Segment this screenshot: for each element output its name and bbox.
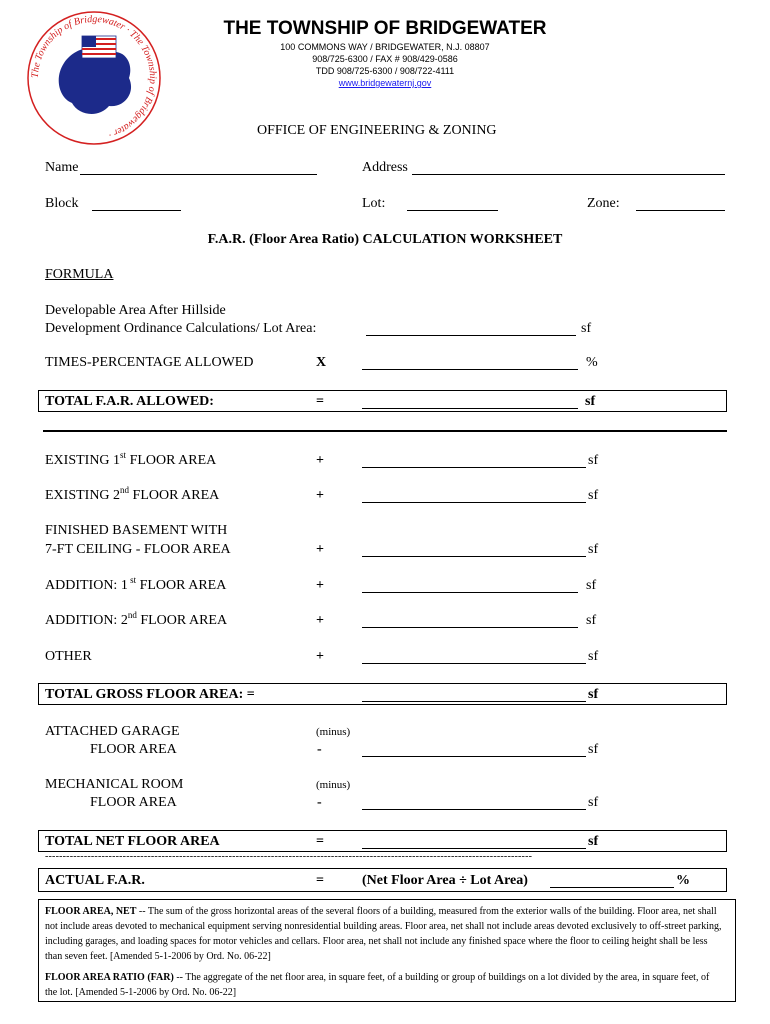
zone-label: Zone: (587, 196, 620, 211)
svg-text:The Township of Bridgewater ·: The Township of Bridgewater · The Township of Bridgewater · (29, 13, 159, 140)
dashed-separator: ------------------------------------------------------------------------------------------------------------------------------------------ (45, 851, 533, 862)
block-label: Block (45, 196, 79, 211)
other-label: OTHER (45, 649, 92, 664)
garage-label-1: ATTACHED GARAGE (45, 724, 180, 739)
existing-2nd-label: EXISTING 2nd FLOOR AREA (45, 485, 220, 503)
garage-unit: sf (588, 742, 599, 757)
addition-2nd-label: ADDITION: 2nd FLOOR AREA (45, 610, 228, 628)
existing-1st-label: EXISTING 1st FLOOR AREA (45, 450, 217, 468)
block-field[interactable] (92, 210, 181, 211)
worksheet-title: F.A.R. (Floor Area Ratio) CALCULATION WORKSHEET (207, 232, 563, 247)
garage-field[interactable] (362, 756, 586, 757)
total-net-label: TOTAL NET FLOOR AREA (45, 834, 220, 849)
addition-2nd-field[interactable] (362, 627, 578, 628)
total-far-equals: = (316, 394, 324, 409)
actual-far-label: ACTUAL F.A.R. (45, 873, 145, 888)
existing-1st-field[interactable] (362, 467, 586, 468)
percentage-field[interactable] (362, 369, 578, 370)
total-net-field[interactable] (362, 848, 586, 849)
addition-1st-field[interactable] (362, 592, 578, 593)
mechanical-minus-note: (minus) (316, 779, 351, 791)
actual-far-percent: % (676, 873, 690, 888)
total-net-equals: = (316, 834, 324, 849)
total-gross-unit: sf (588, 687, 599, 702)
name-label: Name (45, 160, 79, 175)
actual-far-formula: (Net Floor Area ÷ Lot Area) (362, 873, 528, 888)
township-seal (24, 8, 164, 148)
definition-far: FLOOR AREA RATIO (FAR) -- The aggregate of the net floor area, in square feet, of a building or group of buildings on a lot divided by the area, in square feet, of the lot. [Amended 5-1-2006 by Ord. No. 06-22] (45, 972, 710, 998)
mechanical-unit: sf (588, 795, 599, 810)
existing-2nd-unit: sf (588, 488, 599, 503)
basement-unit: sf (588, 542, 599, 557)
website-link[interactable]: www.bridgewaternj.gov (338, 78, 432, 88)
addition-2nd-plus: + (316, 613, 324, 628)
basement-label-1: FINISHED BASEMENT WITH (45, 523, 228, 538)
mechanical-minus-sign: - (317, 795, 322, 810)
other-field[interactable] (362, 663, 586, 664)
existing-1st-unit: sf (588, 453, 599, 468)
developable-label-1: Developable Area After Hillside (45, 303, 226, 318)
percentage-unit: % (586, 355, 598, 370)
developable-unit: sf (581, 321, 592, 336)
basement-label-2: 7-FT CEILING - FLOOR AREA (45, 542, 231, 557)
existing-1st-plus: + (316, 453, 324, 468)
existing-2nd-field[interactable] (362, 502, 586, 503)
actual-far-field[interactable] (550, 887, 674, 888)
actual-far-equals: = (316, 873, 324, 888)
total-gross-field[interactable] (362, 701, 586, 702)
township-phone-fax: 908/725-6300 / FAX # 908/429-0586 (312, 54, 458, 64)
other-unit: sf (588, 649, 599, 664)
zone-field[interactable] (636, 210, 725, 211)
developable-label-2: Development Ordinance Calculations/ Lot Area: (45, 321, 317, 336)
mechanical-label-2: FLOOR AREA (90, 795, 177, 810)
garage-minus-sign: - (317, 742, 322, 757)
addition-2nd-unit: sf (586, 613, 597, 628)
formula-label: FORMULA (45, 267, 114, 282)
section-divider (43, 430, 727, 432)
township-title: THE TOWNSHIP OF BRIDGEWATER (223, 18, 547, 39)
other-plus: + (316, 649, 324, 664)
existing-2nd-plus: + (316, 488, 324, 503)
total-far-allowed-label: TOTAL F.A.R. ALLOWED: (45, 394, 214, 409)
total-gross-label: TOTAL GROSS FLOOR AREA: = (45, 687, 255, 702)
office-heading: OFFICE OF ENGINEERING & ZONING (257, 123, 497, 138)
developable-area-field[interactable] (366, 335, 576, 336)
mechanical-label-1: MECHANICAL ROOM (45, 777, 184, 792)
definition-floor-area-net: FLOOR AREA, NET -- The sum of the gross horizontal areas of the several floors of a building, measured from the exterior walls of the building. Floor area, net shall not include areas devoted to mechanical equipment serving nonresidential building areas. Floor area, net shall not include areas devoted exclusively to off-street parking, including garages, and loading spaces for motor vehicles and cellars. Floor area, net shall not include any finished space where the floor to ceiling height shall be less than seven feet. [Amended 5-1-2006 by Ord. No. 06-22] (45, 906, 722, 962)
address-label: Address (362, 160, 408, 175)
township-tdd: TDD 908/725-6300 / 908/722-4111 (315, 66, 455, 76)
addition-1st-plus: + (316, 578, 324, 593)
addition-1st-label: ADDITION: 1 $^{st}$ FLOOR AREA (45, 575, 227, 593)
lot-field[interactable] (407, 210, 498, 211)
lot-label: Lot: (362, 196, 386, 211)
mechanical-field[interactable] (362, 809, 586, 810)
name-field[interactable] (80, 174, 317, 175)
township-address: 100 COMMONS WAY / BRIDGEWATER, N.J. 08807 (280, 42, 490, 52)
total-far-allowed-field[interactable] (362, 408, 578, 409)
address-field[interactable] (412, 174, 725, 175)
total-net-unit: sf (588, 834, 599, 849)
garage-minus-note: (minus) (316, 726, 351, 738)
basement-field[interactable] (362, 556, 586, 557)
total-far-unit: sf (585, 394, 596, 409)
basement-plus: + (316, 542, 324, 557)
garage-label-2: FLOOR AREA (90, 742, 177, 757)
addition-1st-unit: sf (586, 578, 597, 593)
times-label: TIMES-PERCENTAGE ALLOWED (45, 355, 254, 370)
times-operator: X (316, 355, 327, 370)
